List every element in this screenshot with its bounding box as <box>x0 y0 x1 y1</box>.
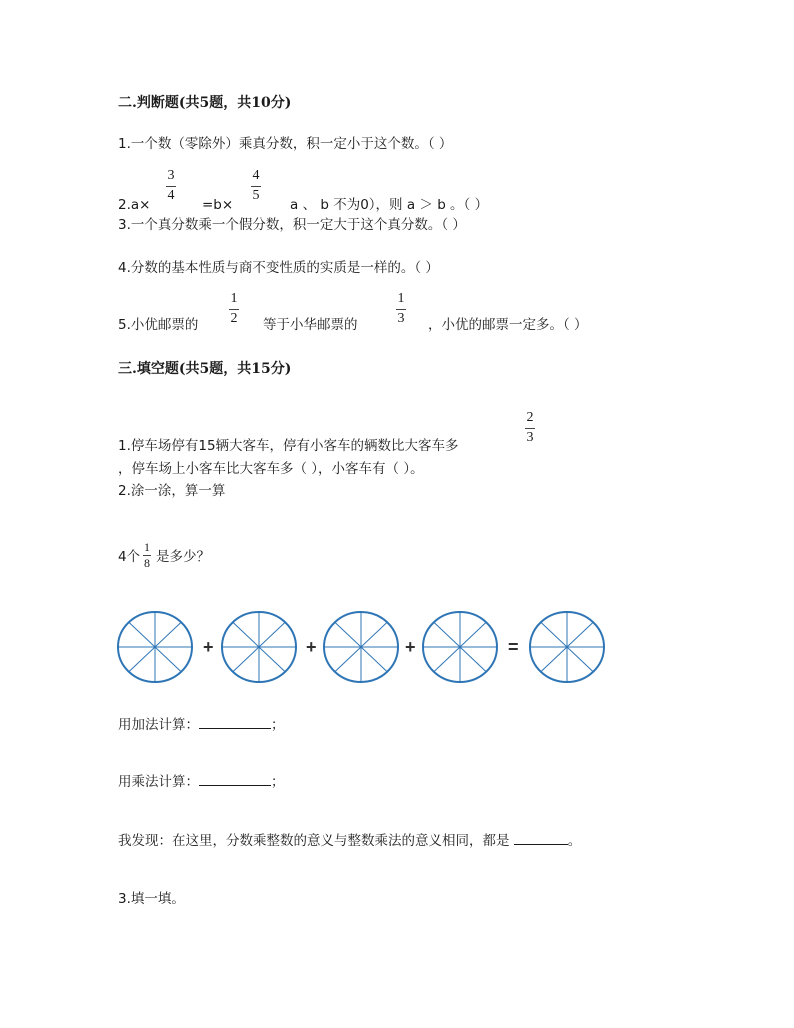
fraction-bar <box>166 186 176 187</box>
fraction-bar <box>525 428 535 429</box>
fill-q1-line2: ，停车场上小客车比大客车多（ ），小客车有（ ）。 <box>118 461 424 477</box>
fraction-4-5 <box>251 169 261 203</box>
fraction-denominator: 3 <box>397 311 405 326</box>
fill-question-2-title: 2.涂一涂，算一算 <box>118 483 226 499</box>
fraction-1-8 <box>143 541 151 569</box>
fraction-numerator: 1 <box>144 540 150 554</box>
addition-answer-blank[interactable] <box>199 728 271 729</box>
fraction-denominator: 3 <box>526 430 534 445</box>
fraction-numerator: 4 <box>252 168 260 183</box>
discovery-label: 我发现：在这里，分数乘整数的意义与整数乘法的意义相同，都是 <box>118 833 510 849</box>
judge-q2-part3: a 、 b 不为0），则 a ＞ b 。（ ） <box>290 197 489 213</box>
fraction-2-3 <box>525 411 535 445</box>
fill-q2-prompt-post: 是多少？ <box>156 549 210 565</box>
judge-q5-part3: ，小优的邮票一定多。（ ） <box>428 317 588 333</box>
multiplication-row <box>118 776 285 790</box>
plus-sign: + <box>306 637 317 657</box>
judge-question-4: 4.分数的基本性质与商不变性质的实质是一样的。（ ） <box>118 260 439 276</box>
fraction-1-3 <box>396 292 406 326</box>
multiplication-answer-blank[interactable] <box>199 785 271 786</box>
judge-q5-part2: 等于小华邮票的 <box>263 317 358 333</box>
circle-eighths-1[interactable] <box>117 611 193 683</box>
fraction-numerator: 3 <box>167 168 175 183</box>
addition-label: 用加法计算： <box>118 717 199 733</box>
semicolon: ； <box>271 774 285 790</box>
addition-row <box>118 719 285 733</box>
plus-sign: + <box>203 637 214 657</box>
judge-question-3: 3.一个真分数乘一个假分数，积一定大于这个真分数。（ ） <box>118 217 466 233</box>
circle-eighths-result[interactable] <box>529 611 605 683</box>
fill-q1-line1: 1.停车场停有15辆大客车，停有小客车的辆数比大客车多 <box>118 438 459 454</box>
discovery-row <box>118 835 581 849</box>
equals-sign: = <box>508 637 519 657</box>
fraction-bar <box>251 186 261 187</box>
circle-eighths-3[interactable] <box>323 611 399 683</box>
section-2-heading: 二.判断题(共5题，共10分) <box>118 95 292 111</box>
period: 。 <box>567 833 582 849</box>
section-3-heading: 三.填空题(共5题，共15分) <box>118 361 292 377</box>
fraction-3-4 <box>166 169 176 203</box>
plus-sign: + <box>405 637 416 657</box>
circle-eighths-2[interactable] <box>221 611 297 683</box>
fraction-numerator: 1 <box>397 291 405 306</box>
fraction-denominator: 8 <box>144 556 150 570</box>
fill-question-3: 3.填一填。 <box>118 891 185 907</box>
judge-q5-part1: 5.小优邮票的 <box>118 317 199 333</box>
fraction-numerator: 2 <box>526 410 534 425</box>
multiplication-label: 用乘法计算： <box>118 774 199 790</box>
judge-q2-part2: =b× <box>202 197 234 213</box>
fill-q2-prompt-pre: 4个 <box>118 549 141 565</box>
fraction-denominator: 4 <box>167 188 175 203</box>
circle-eighths-4[interactable] <box>422 611 498 683</box>
fraction-bar <box>229 309 239 310</box>
judge-q2-part1: 2.a× <box>118 197 151 213</box>
fraction-denominator: 5 <box>252 188 260 203</box>
semicolon: ； <box>271 717 285 733</box>
fraction-1-2 <box>229 292 239 326</box>
fraction-denominator: 2 <box>230 311 238 326</box>
discovery-answer-blank[interactable] <box>514 844 568 845</box>
fraction-numerator: 1 <box>230 291 238 306</box>
fraction-bar <box>396 309 406 310</box>
judge-question-1: 1.一个数（零除外）乘真分数，积一定小于这个数。（ ） <box>118 136 453 152</box>
